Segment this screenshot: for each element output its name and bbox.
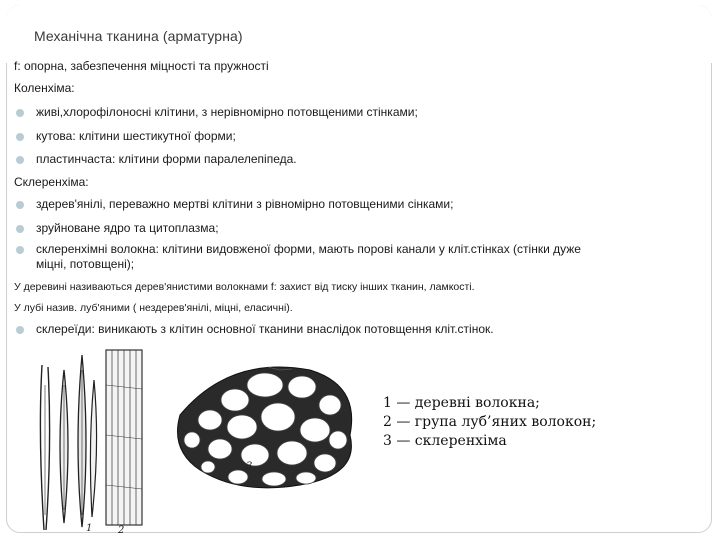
bullet-icon (16, 326, 24, 334)
list-item-text: кутова: клітини шестикутної форми; (36, 129, 236, 143)
list-item-text: склеренхімні волокна: клітини видовженої форми, мають порові канали у кліт.стінках (стінки дуже (36, 242, 581, 256)
figure-label-2: 2 (118, 525, 125, 535)
figure-label-3: 3 (246, 461, 253, 472)
sclerenchyma-heading: Склеренхіма: (14, 175, 89, 189)
caption-line: 1 — деревні волокна; (383, 395, 540, 411)
list-item-text: пластинчаста: клітини форми паралелепіпеда. (36, 152, 297, 166)
bullet-icon (16, 246, 24, 254)
bullet-icon (16, 225, 24, 233)
sclerenchyma-cross-section (178, 367, 352, 488)
function-line: f: опорна, забезпечення міцності та пружності (14, 59, 269, 73)
wood-fibers-note: У деревині називаються дерев'янистими волокнами f: захист від тиску інших тканин, ламкості. (14, 281, 475, 293)
list-item-text: живі,хлорофілоносні клітини, з нерівномірно потовщеними стінками; (36, 105, 418, 119)
bast-fibers-drawing (106, 350, 142, 525)
bullet-icon (16, 109, 24, 117)
collenchyma-heading: Коленхіма: (14, 81, 75, 95)
list-item-text: зруйноване ядро та цитоплазма; (36, 221, 219, 235)
list-item-text: склереїди: виникають з клітин основної тканини внаслідок потовщення кліт.стінок. (36, 322, 494, 336)
list-item-text-cont: міцні, потовщені); (36, 257, 135, 271)
bullet-icon (16, 201, 24, 209)
slide-title: Механічна тканина (арматурна) (34, 28, 243, 44)
bast-fibers-note: У лубі назив. луб'яними ( нездерев'янілі, міцні, еласичні). (14, 302, 293, 314)
figure-caption (383, 394, 596, 451)
bullet-icon (16, 156, 24, 164)
caption-line: 2 — група луб’яних волокон; (383, 414, 597, 430)
caption-line: 3 — склеренхіма (383, 433, 507, 449)
wood-fibers-drawing (40, 355, 96, 530)
sclerenchyma-illustration (30, 345, 370, 535)
list-item-text: здерев'янілі, переважно мертві клітини з рівномірно потовщеними сінками; (36, 197, 454, 211)
bullet-icon (16, 133, 24, 141)
figure-label-1: 1 (86, 523, 93, 534)
